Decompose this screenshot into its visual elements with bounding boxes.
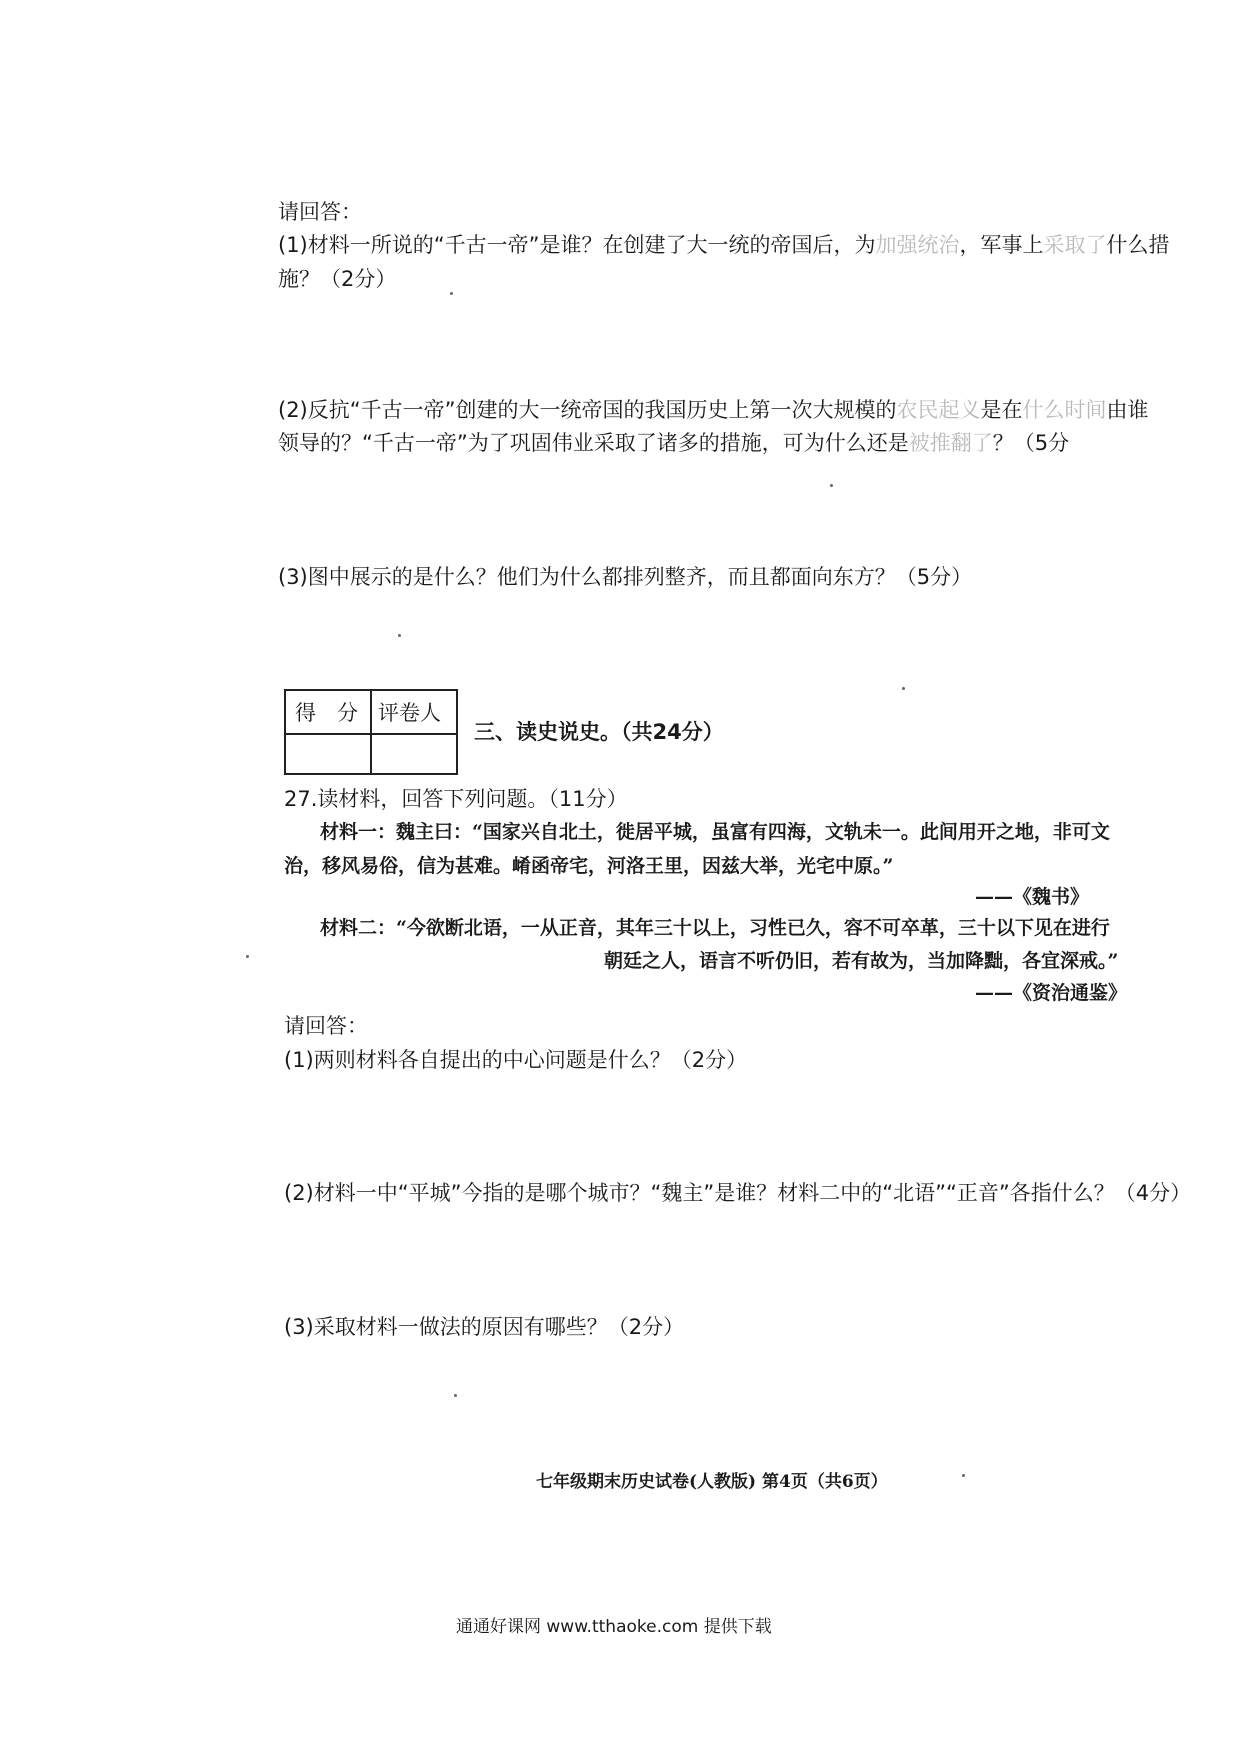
q26-1-line2: 施？（2分） (278, 267, 397, 291)
score-table (284, 689, 458, 775)
scan-speck (902, 687, 905, 690)
please-answer-label: 请回答： (278, 200, 362, 224)
q26-2-text-2: 领导的？“千古一帝”为了巩固伟业采取了诸多的措施，可为什么还是 (278, 431, 909, 455)
q26-2-end: 由谁 (1106, 398, 1149, 422)
q27-2: (2)材料一中“平城”今指的是哪个城市？“魏主”是谁？材料二中的“北语”“正音”各指什么？（4分） (284, 1181, 1192, 1205)
please-answer-label-2: 请回答： (284, 1014, 368, 1038)
q26-3: (3)图中展示的是什么？他们为什么都排列整齐，而且都面向东方？（5分） (278, 565, 973, 589)
material-1-source: ——《魏书》 (975, 886, 1090, 908)
q26-1-mid: ，军事上 (959, 233, 1044, 257)
score-label: 得 分 (295, 701, 358, 725)
q27-heading: 27.读材料，回答下列问题。（11分） (284, 787, 628, 811)
q26-1-text: (1)材料一所说的“千古一帝”是谁？在创建了大一统的帝国后，为 (278, 233, 876, 257)
material-1-line1: 材料一：魏主曰：“国家兴自北土，徙居平城，虽富有四海，文轨未一。此间用开之地，非可文 (320, 821, 1110, 843)
material-2-line2: 朝廷之人，语言不听仍旧，若有故为，当加降黜，各宜深戒。” (604, 950, 1119, 972)
q26-2-line1 (278, 398, 1149, 423)
q26-1-faded-text-2: 采取了 (1043, 233, 1107, 257)
q26-2-faded-text: 农民起义 (896, 398, 981, 422)
q26-1-line1 (278, 233, 1170, 258)
scan-speck (246, 955, 249, 958)
material-2-line1: 材料二：“今欲断北语，一从正音，其年三十以上，习性已久，容不可卒革，三十以下见在进行 (320, 917, 1110, 939)
q26-2-end-2: ？（5分 (992, 431, 1070, 455)
q26-2-line2 (278, 431, 1069, 456)
q26-1-faded-text: 加强统治 (875, 233, 960, 257)
scan-speck (450, 292, 453, 295)
grader-input-cell[interactable] (372, 735, 458, 775)
material-1-line2: 治，移风易俗，信为甚难。崤函帝宅，河洛王里，因兹大举，光宅中原。” (284, 855, 894, 877)
material-2-source: ——《资治通鉴》 (975, 982, 1128, 1004)
scan-speck (398, 634, 401, 637)
site-watermark: 通通好课网 www.tthaoke.com 提供下载 (456, 1617, 772, 1637)
q26-1-end: 什么措 (1106, 233, 1170, 257)
q27-3: (3)采取材料一做法的原因有哪些？（2分） (284, 1315, 685, 1339)
page-footer: 七年级期末历史试卷(人教版) 第4页（共6页） (536, 1472, 888, 1492)
q26-2-text: (2)反抗“千古一帝”创建的大一统帝国的我国历史上第一次大规模的 (278, 398, 897, 422)
scan-speck (830, 484, 833, 487)
score-input-cell[interactable] (286, 735, 370, 775)
grader-label: 评卷人 (378, 701, 441, 725)
scan-speck (962, 1474, 965, 1477)
q26-2-faded-text-2: 什么时间 (1022, 398, 1107, 422)
q27-1: (1)两则材料各自提出的中心问题是什么？（2分） (284, 1048, 748, 1072)
q26-2-faded-text-3: 被推翻了 (908, 431, 993, 455)
section-3-title: 三、读史说史。（共24分） (474, 720, 724, 744)
q26-2-mid: 是在 (980, 398, 1023, 422)
scan-speck (454, 1394, 457, 1397)
